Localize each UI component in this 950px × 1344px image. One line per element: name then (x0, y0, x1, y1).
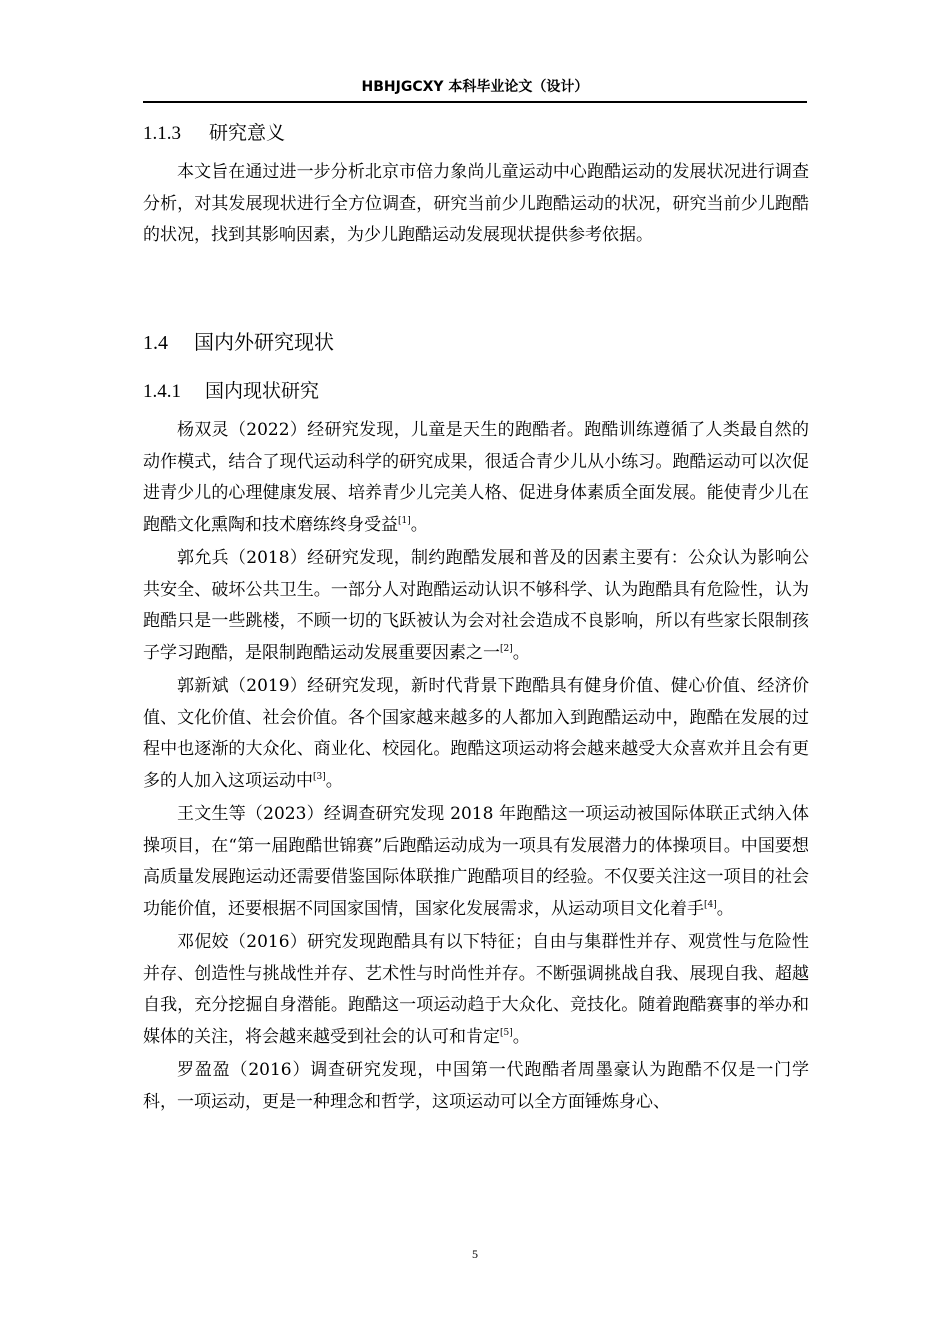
heading-1-1-3 (143, 118, 285, 145)
page-number: 5 (472, 1247, 478, 1261)
heading-title: 研究意义 (209, 122, 286, 144)
paragraph-end: 。 (512, 1026, 530, 1047)
paragraph-end: 。 (410, 514, 428, 535)
citation-ref: [5] (500, 1027, 513, 1038)
paragraph-end: 。 (325, 770, 343, 791)
paragraph-text: 王文生等（2023）经调查研究发现 2018 年跑酷这一项运动被国际体联正式纳入体操项目，在“第一届跑酷世锦赛”后跑酷运动成为一项具有发展潜力的体操项目。中国要想高质量发展跑运动还需要借鉴国际体联推广跑酷项目的经验。不仅要关注这一项目的社会功能价值，还要根据不同国家国情，国家化发展需求，从运动项目文化着手 (143, 804, 809, 919)
body-block-1-4-1 (143, 415, 809, 1118)
running-header: HBHJGCXY 本科毕业论文（设计） (361, 79, 589, 95)
heading-title: 国内现状研究 (205, 380, 320, 402)
paragraph-text: 郭允兵（2018）经研究发现，制约跑酷发展和普及的因素主要有：公众认为影响公共安全、破坏公共卫生。一部分人对跑酷运动认识不够科学、认为跑酷具有危险性，认为跑酷只是一些跳楼，不顾一切的飞跃被认为会对社会造成不良影响，所以有些家长限制孩子学习跑酷，是限制跑酷运动发展重要因素之一 (143, 548, 809, 663)
paragraph-text: 杨双灵（2022）经研究发现，儿童是天生的跑酷者。跑酷训练遵循了人类最自然的动作模式，结合了现代运动科学的研究成果，很适合青少儿从小练习。跑酷运动可以次促进青少儿的心理健康发展、培养青少儿完美人格、促进身体素质全面发展。能使青少儿在跑酷文化熏陶和技术磨练终身受益 (143, 420, 809, 535)
citation-ref: [4] (704, 899, 717, 910)
paragraph (143, 671, 809, 797)
paragraph-text: 郭新斌（2019）经研究发现，新时代背景下跑酷具有健身价值、健心价值、经济价值、文化价值、社会价值。各个国家越来越多的人都加入到跑酷运动中，跑酷在发展的过程中也逐渐的大众化、商业化、校园化。跑酷这项运动将会越来越受大众喜欢并且会有更多的人加入这项运动中 (143, 676, 809, 791)
header-rule (143, 101, 807, 103)
paragraph (143, 799, 809, 925)
citation-ref: [2] (500, 643, 513, 654)
body-block-1-1-3 (143, 157, 809, 252)
paragraph: 本文旨在通过进一步分析北京市倍力象尚儿童运动中心跑酷运动的发展状况进行调查分析，对其发展现状进行全方位调查，研究当前少儿跑酷运动的状况，研究当前少儿跑酷的状况，找到其影响因素，为少儿跑酷运动发展现状提供参考依据。 (143, 162, 809, 245)
heading-title: 国内外研究现状 (194, 330, 334, 354)
heading-1-4-1 (143, 376, 319, 403)
paragraph (143, 415, 809, 541)
paragraph-end: 。 (512, 642, 530, 663)
heading-number: 1.4 (143, 332, 168, 354)
heading-number: 1.4.1 (143, 381, 181, 402)
paragraph-text: 邓伲姣（2016）研究发现跑酷具有以下特征；自由与集群性并存、观赏性与危险性并存、创造性与挑战性并存、艺术性与时尚性并存。不断强调挑战自我、展现自我、超越自我，充分挖掘自身潜能。跑酷这一项运动趋于大众化、竞技化。随着跑酷赛事的举办和媒体的关注，将会越来越受到社会的认可和肯定 (143, 932, 809, 1047)
heading-1-4 (143, 326, 334, 355)
paragraph-end: 。 (716, 898, 734, 919)
paragraph (143, 927, 809, 1053)
citation-ref: [3] (313, 771, 326, 782)
paragraph (143, 543, 809, 669)
citation-ref: [1] (398, 515, 411, 526)
paragraph (143, 1055, 809, 1118)
heading-number: 1.1.3 (143, 123, 181, 144)
paragraph-text: 罗盈盈（2016）调查研究发现，中国第一代跑酷者周墨豪认为跑酷不仅是一门学科，一项运动，更是一种理念和哲学，这项运动可以全方面锤炼身心、 (143, 1060, 809, 1112)
